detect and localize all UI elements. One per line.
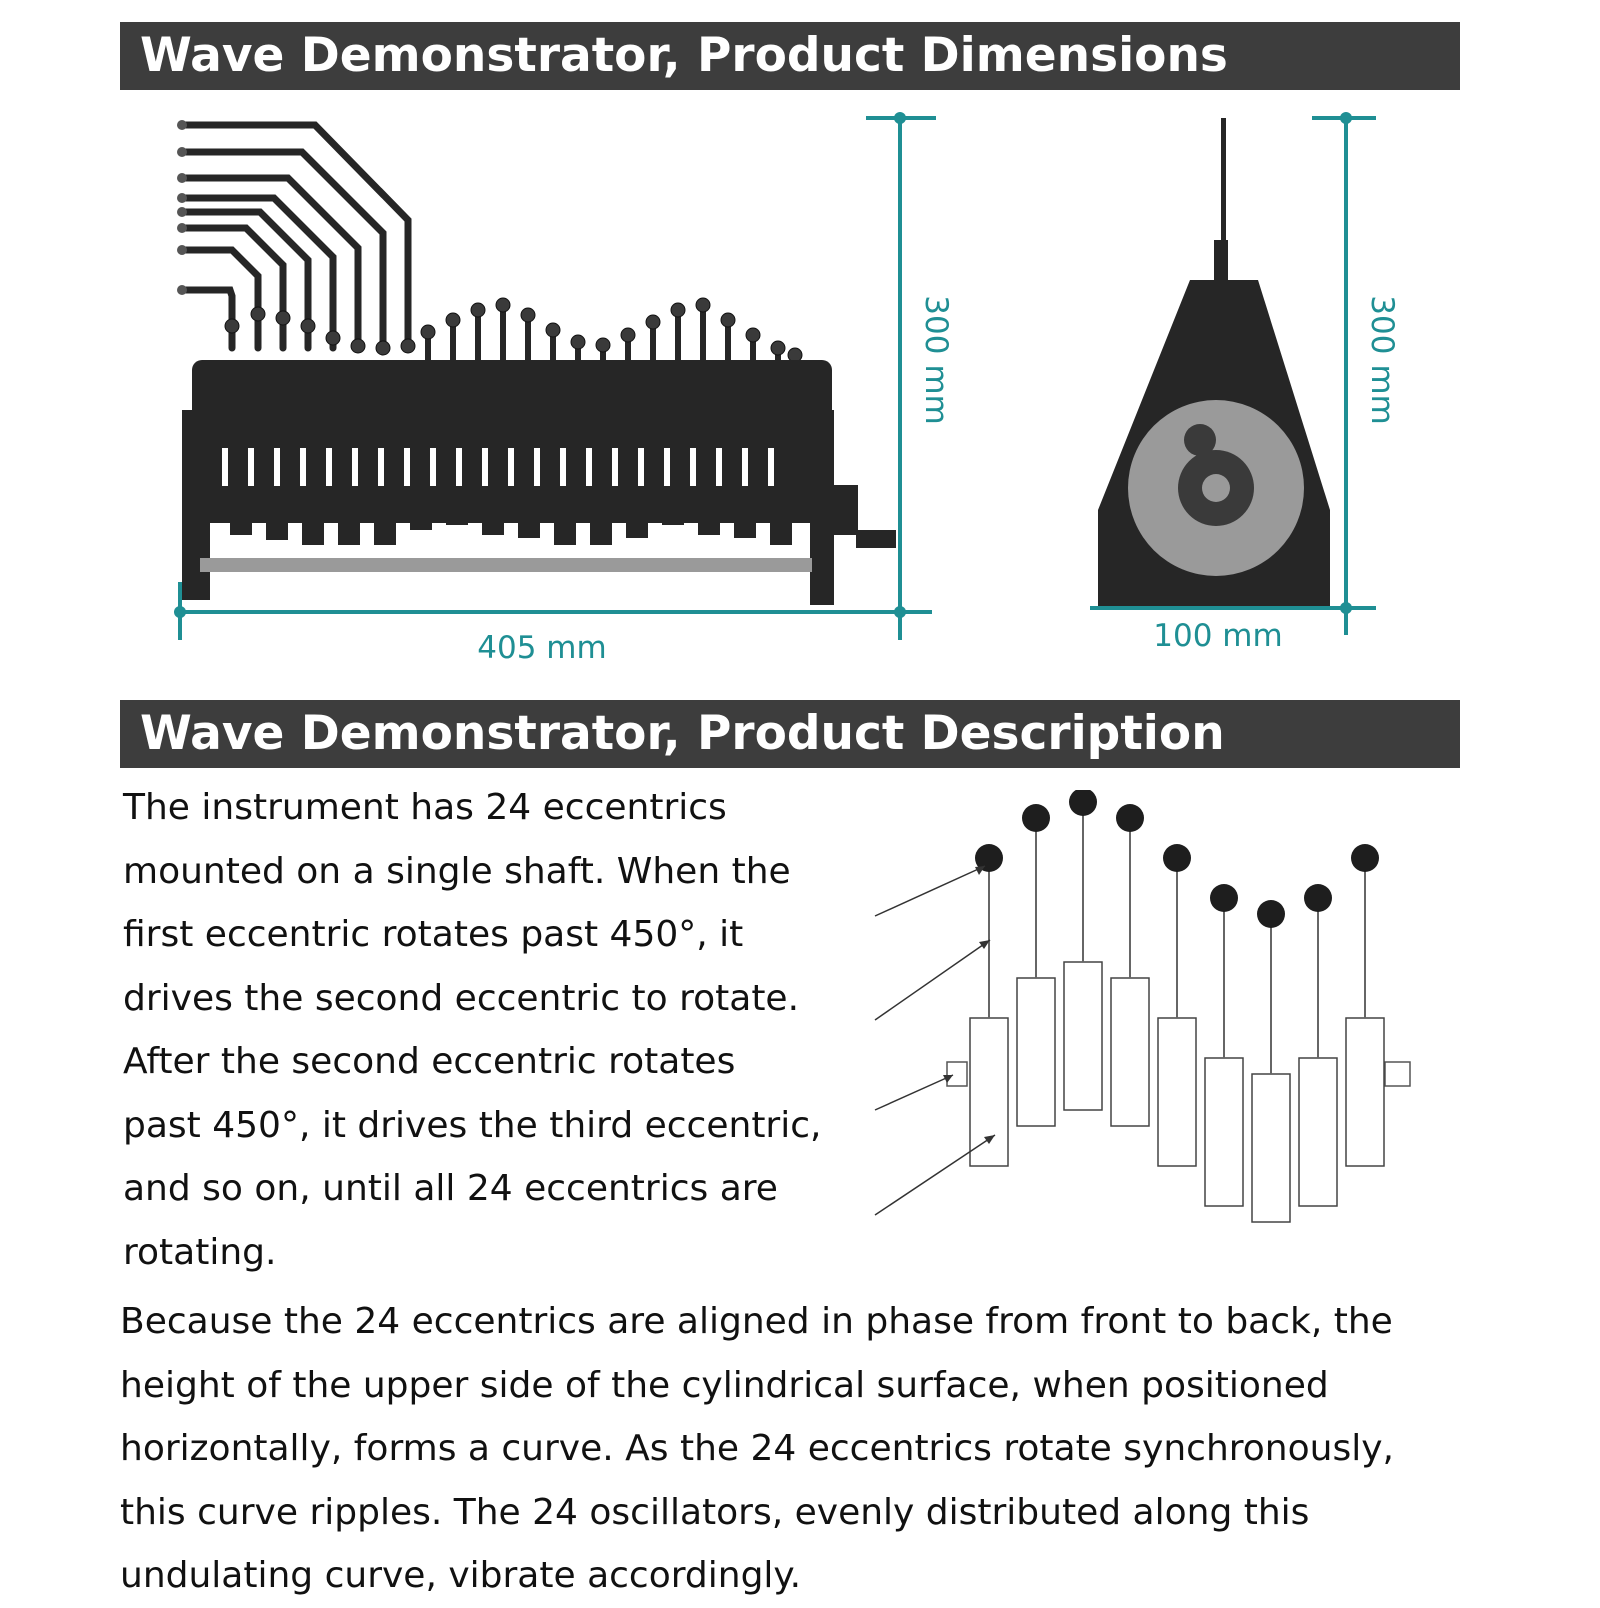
base-rail [200,558,812,572]
eccentric-lobe [1184,424,1216,456]
front-view-diagram [170,110,970,690]
rod-tips [177,120,187,295]
description-intro: The instrument has 24 eccentrics mounted on a single shaft. When the first eccentric rotates past 450°, it drives the second eccentric to rotate. After the second eccentric rotates past 450°, it drives the third eccentric, and so on, until all 24 eccentrics are rotating. [123,787,822,1273]
side-height-label: 300 mm [1364,295,1400,425]
bent-rods [182,125,408,348]
front-width-label: 405 mm [477,630,607,666]
mechanism-diagram [835,790,1455,1250]
oscillator-balls [225,298,802,362]
description-section-title: Wave Demonstrator, Product Description [120,700,1460,768]
side-post [1214,118,1228,285]
description-body: Because the 24 eccentrics are aligned in phase from front to back, the height of the upper side of the cylindrical surface, when positioned horizontally, forms a curve. As the 24 eccentrics rotate synchronously, this curve ripples. The 24 oscillators, evenly distributed along this undulating curve, vibrate accordingly. [120,1301,1394,1596]
side-width-label: 100 mm [1153,618,1283,654]
front-height-label: 300 mm [918,295,954,425]
eccentric-hole [1202,474,1230,502]
side-view-diagram [1090,110,1430,690]
dimensions-section-title: Wave Demonstrator, Product Dimensions [120,22,1460,90]
